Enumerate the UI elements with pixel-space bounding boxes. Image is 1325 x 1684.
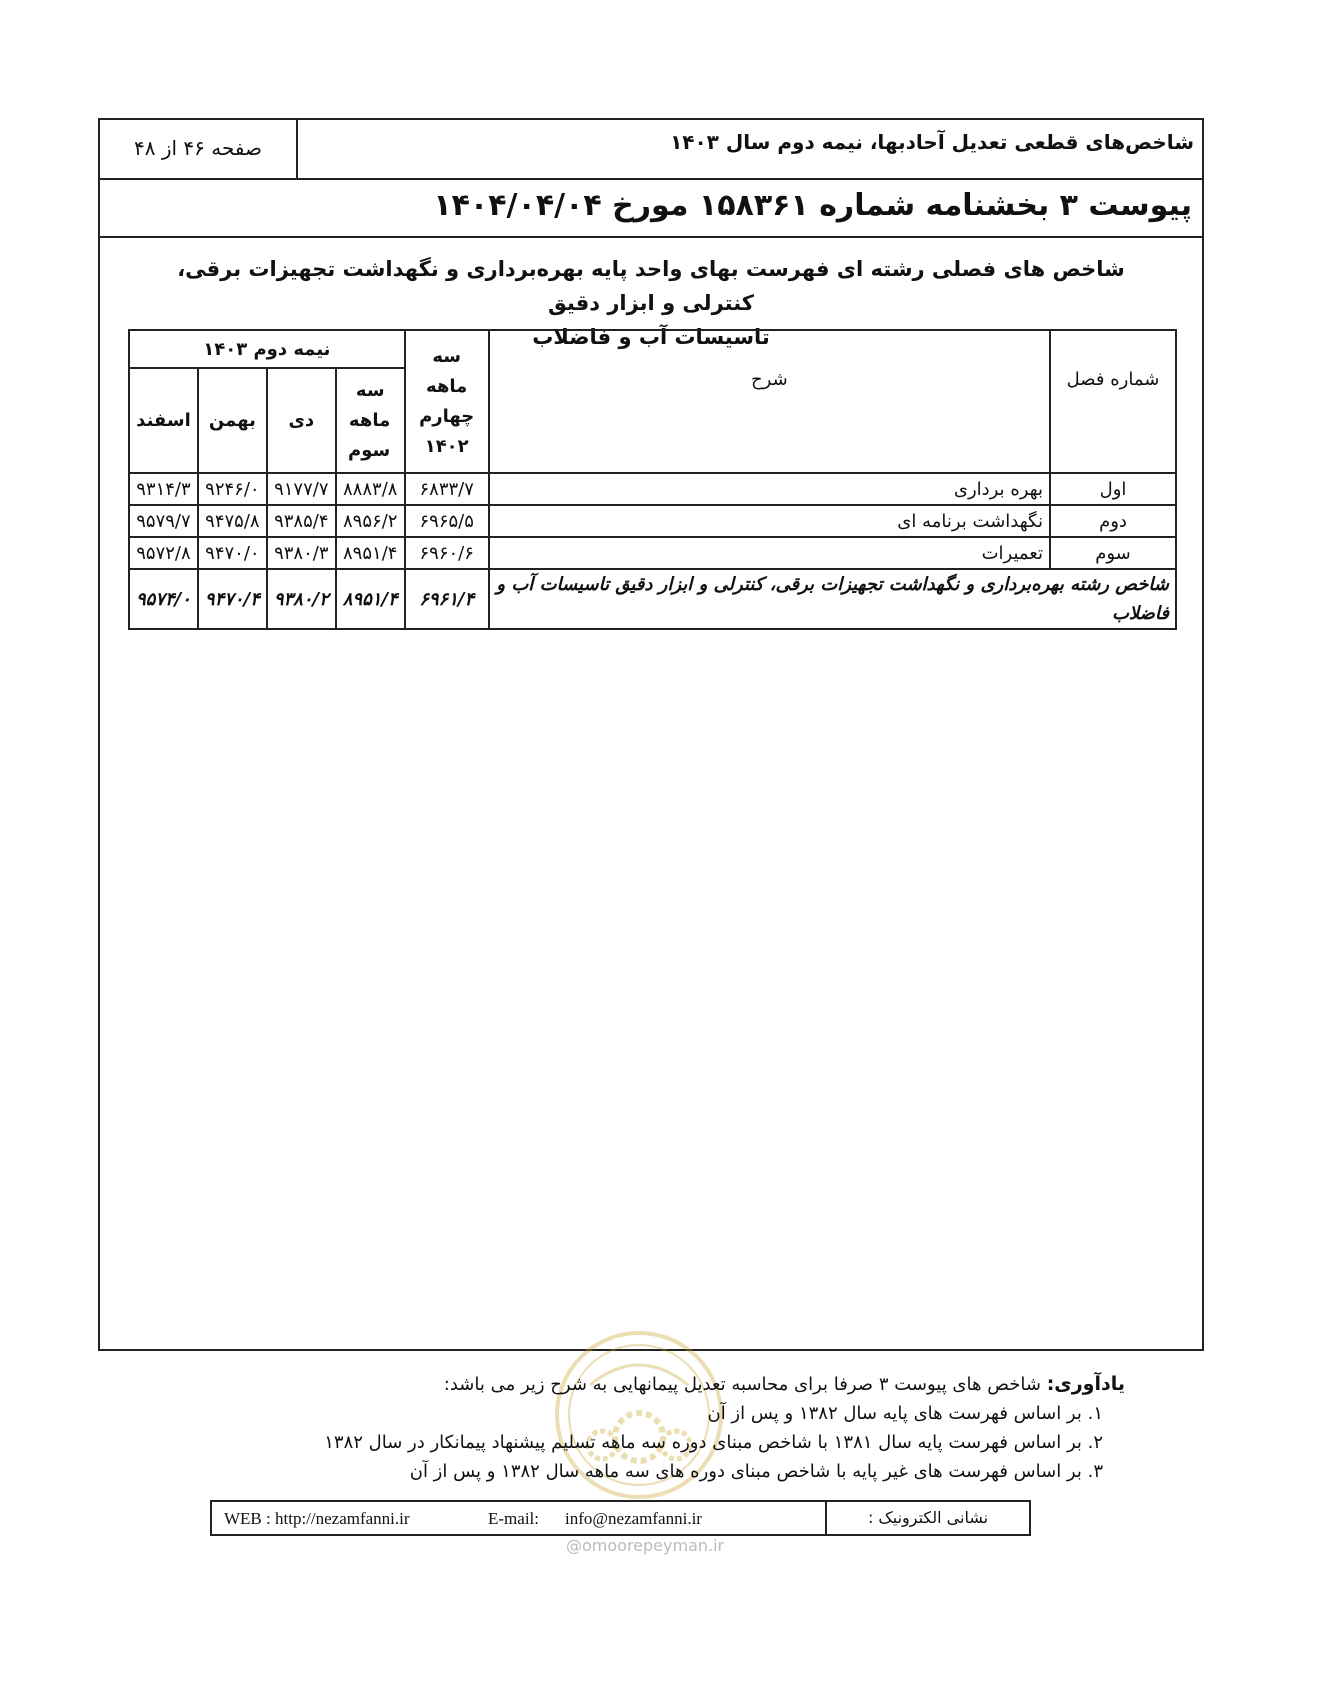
document-title: شاخص‌های قطعی تعدیل آحادبها، نیمه دوم سال ۱۴۰۳ — [670, 130, 1194, 154]
notes-item: ۳. بر اساس فهرست های غیر پایه با شاخص مبنای دوره های سه ماهه سال ۱۳۸۲ و پس از آن — [409, 1461, 1103, 1482]
page-frame — [98, 118, 1204, 1351]
cell-chapter: سوم — [1050, 537, 1176, 569]
page-number-cell — [100, 120, 298, 178]
notes-lead: یادآوری: — [1046, 1373, 1125, 1395]
cell-bahman: ۹۴۷۵/۸ — [198, 505, 267, 537]
notes-intro: شاخص های پیوست ۳ صرفا برای محاسبه تعدیل پیمانهایی به شرح زیر می باشد: — [443, 1374, 1041, 1395]
cell-bahman: ۹۲۴۶/۰ — [198, 473, 267, 505]
contact-label: نشانی الکترونیک : — [825, 1502, 1029, 1534]
cell-q3: ۸۸۸۳/۸ — [336, 473, 405, 505]
cell-esfand: ۹۳۱۴/۳ — [129, 473, 198, 505]
total-q4-1402: ۶۹۶۱/۴ — [405, 569, 489, 629]
watermark-text: @omoorepeyman.ir — [566, 1536, 725, 1555]
annex-title: پیوست ۳ بخشنامه شماره ۱۵۸۳۶۱ مورخ ۱۴۰۴/۰۴/۰۴ — [433, 188, 1192, 223]
total-dey: ۹۳۸۰/۲ — [267, 569, 336, 629]
header-group-second-half-1403: نیمه دوم ۱۴۰۳ — [129, 330, 405, 368]
header-description: شرح — [489, 330, 1050, 473]
cell-chapter: دوم — [1050, 505, 1176, 537]
cell-q4-1402: ۶۸۳۳/۷ — [405, 473, 489, 505]
table-title-line1: شاخص های فصلی رشته ای فهرست بهای واحد پایه بهره‌برداری و نگهداشت تجهیزات برقی، کنترلی و ابزار دقیق — [177, 257, 1125, 315]
header-bahman: بهمن — [198, 368, 267, 473]
header-q3: سه ماهه سوم — [336, 368, 405, 473]
cell-dey: ۹۳۸۵/۴ — [267, 505, 336, 537]
total-q3: ۸۹۵۱/۴ — [336, 569, 405, 629]
total-esfand: ۹۵۷۴/۰ — [129, 569, 198, 629]
header-dey: دی — [267, 368, 336, 473]
annex-row — [100, 180, 1202, 238]
cell-dey: ۹۳۸۰/۳ — [267, 537, 336, 569]
notes-item: ۱. بر اساس فهرست های پایه سال ۱۳۸۲ و پس از آن — [707, 1403, 1103, 1424]
cell-description: نگهداشت برنامه ای — [489, 505, 1050, 537]
table-row — [129, 473, 1176, 505]
table-row — [129, 505, 1176, 537]
email-label: E-mail: — [488, 1509, 539, 1528]
cell-description: بهره برداری — [489, 473, 1050, 505]
index-table — [128, 329, 1177, 630]
header-row — [100, 120, 1202, 180]
cell-esfand: ۹۵۷۲/۸ — [129, 537, 198, 569]
table-title-line2: تاسیسات آب و فاضلاب — [532, 325, 770, 349]
notes-item: ۲. بر اساس فهرست پایه سال ۱۳۸۱ با شاخص مبنای دوره سه ماهه تسلیم پیشنهاد پیمانکار در سال ۱۳۸۲ — [324, 1432, 1103, 1453]
header-q4-1402: سه ماهه چهارم ۱۴۰۲ — [405, 330, 489, 473]
email-link[interactable]: info@nezamfanni.ir — [565, 1509, 702, 1528]
cell-dey: ۹۱۷۷/۷ — [267, 473, 336, 505]
cell-description: تعمیرات — [489, 537, 1050, 569]
cell-q4-1402: ۶۹۶۰/۶ — [405, 537, 489, 569]
cell-q3: ۸۹۵۶/۲ — [336, 505, 405, 537]
total-description: شاخص رشته بهره‌برداری و نگهداشت تجهیزات برقی، کنترلی و ابزار دقیق تاسیسات آب و فاضلاب — [489, 569, 1176, 629]
total-bahman: ۹۴۷۰/۴ — [198, 569, 267, 629]
reminder-notes — [165, 1370, 1125, 1486]
cell-chapter: اول — [1050, 473, 1176, 505]
header-esfand: اسفند — [129, 368, 198, 473]
contact-box — [210, 1500, 1031, 1536]
page-number: صفحه ۴۶ از ۴۸ — [134, 136, 262, 160]
cell-q3: ۸۹۵۱/۴ — [336, 537, 405, 569]
website-link[interactable]: WEB : http://nezamfanni.ir — [224, 1509, 410, 1528]
cell-bahman: ۹۴۷۰/۰ — [198, 537, 267, 569]
notes-intro-line — [165, 1370, 1125, 1399]
header-chapter: شماره فصل — [1050, 330, 1176, 473]
table-total-row — [129, 569, 1176, 629]
cell-esfand: ۹۵۷۹/۷ — [129, 505, 198, 537]
cell-q4-1402: ۶۹۶۵/۵ — [405, 505, 489, 537]
table-row — [129, 537, 1176, 569]
